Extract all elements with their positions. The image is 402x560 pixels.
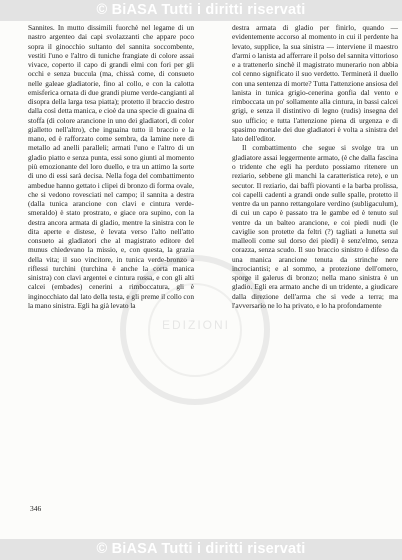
left-text-column xyxy=(28,23,194,310)
page-number: 346 xyxy=(30,504,42,513)
watermark-banner-top: © BiASA Tutti i diritti riservati xyxy=(0,0,402,21)
watermark-banner-bottom: © BiASA Tutti i diritti riservati xyxy=(0,539,402,560)
left-paragraph: Sannites. In mutto dissimili fuorchè nel legame di un nastro argenteo dai capi svolazzanti che appare poco sopra il ginocchio sultanto del sannita soccombente, vestiti l'uno e l'altro di tuniche frangiate di colore assai vivace, coperto il capo di grandi elmi con fori per gli occhi e senza buccula (ma, chissà come, di consueto nelle galeae gladiatorie, fino al collo, e con la calotta emisferica ornata di due grandi piume verde-cangianti al disopra della larga tesa piatta); protetto il braccio destro dalla così detta manica, e cioè da una specie di guaina di stoffa (di colore arancione in uno dei gladiatori, di color gialletto nell'altro), che inguaina tutto il braccio e la mano, ed è rafforzato come sembra, da lamine nere di metallo ad anelli paralleli; armati l'uno e l'altro di un gladio piatto e senza punta, essi sono giunti al momento più emozionante del loro duello, e tra un attimo la sorte di uno di essi sarà decisa. Nella foga del combattimento ambedue hanno gettato i clipei di bronzo di forma ovale, che si vedono rovesciati nel campo; il sannita a destra (dalla tunica arancione con clavi e cintura verde-smeraldo) è stato prostrato, e giace ora supino, con la destra ancora armata di gladio, mentre la sinistra con le dita aperte e distese, è levata verso l'alto nell'atto consueto ai gladiatori che al magistrato editore del munus chiedevano la missio, e, con questa, la grazia della vita; il suo vincitore, in tunica verde-bronzo a riflessi turchini (turchina è anche la corta manica sinistra) con clavi argentei e cintura rossa, e con gli alti calcei (embades) cenerini a rimboccatura, gli è inginocchiato dal lato della testa, e gli preme il collo con la mano sinistra. Egli ha già levato la xyxy=(28,23,194,310)
right-paragraph-2: Il combattimento che segue si svolge tra un gladiatore assai leggermente armato, (è che dalla fascina o tridente che egli ha perduto possiamo ritenere un reziario, sebbene gli manchi la caratteristica rete), e un secutor. Il reziario, dai baffi piovanti e la barba prolissa, coi capelli cadenti a grandi onde sulle spalle, protetto il ventre da un panno rettangolare verdino (subligaculum), di cui un capo è passato tra le gambe ed è tenuto sul ventre da un balteo arancione, e coi piedi nudi (le caviglie son protette da feltri (?) tagliati a lunetta sul malleoli come sul dorso dei piedi) è senz'elmo, senza corazza, senza scudo. Il suo braccio sinistro è difeso da una manica arancione tenuta da strinche nere incrociantisi; e al sommo, a protezione dell'omero, sporge il galerus di bronzo; nella mano sinistra è un gladio. Egli era armato anche di un tridente, a giudicare dalla direzione dell'arma che si vede a terra; ma l'avversario ne lo ha privato, e lo ha profondamente xyxy=(232,143,398,310)
right-text-column xyxy=(232,23,398,310)
stamp-watermark-text: EDIZIONI xyxy=(161,318,230,332)
right-paragraph-1: destra armata di gladio per finirlo, quando — evidentemente accorso al momento in cui il perdente ha levato, supplice, la sua sinistra — interviene il maestro d'armi o lanista ad afferrare il polso del sannita vittorioso e a trattenerlo sinchè il magistrato munerario non abbia col cenno significato il suo verdetto. Terminerà il duello con una sentenza di morte? Tutta l'attenzione ansiosa del lanista in tunica grigio-cenerina gonfia dal vento e rimboccata un po' sollamente alla cintura, in bassi calcei grigi, e senza il distintivo di legno (rudis) insegna del suo ufficio; e tutta l'attenzione piena di urgenza e di spasimo mortale dei due gladiatori è volta a sinistra del lato dell'editor. xyxy=(232,23,399,144)
